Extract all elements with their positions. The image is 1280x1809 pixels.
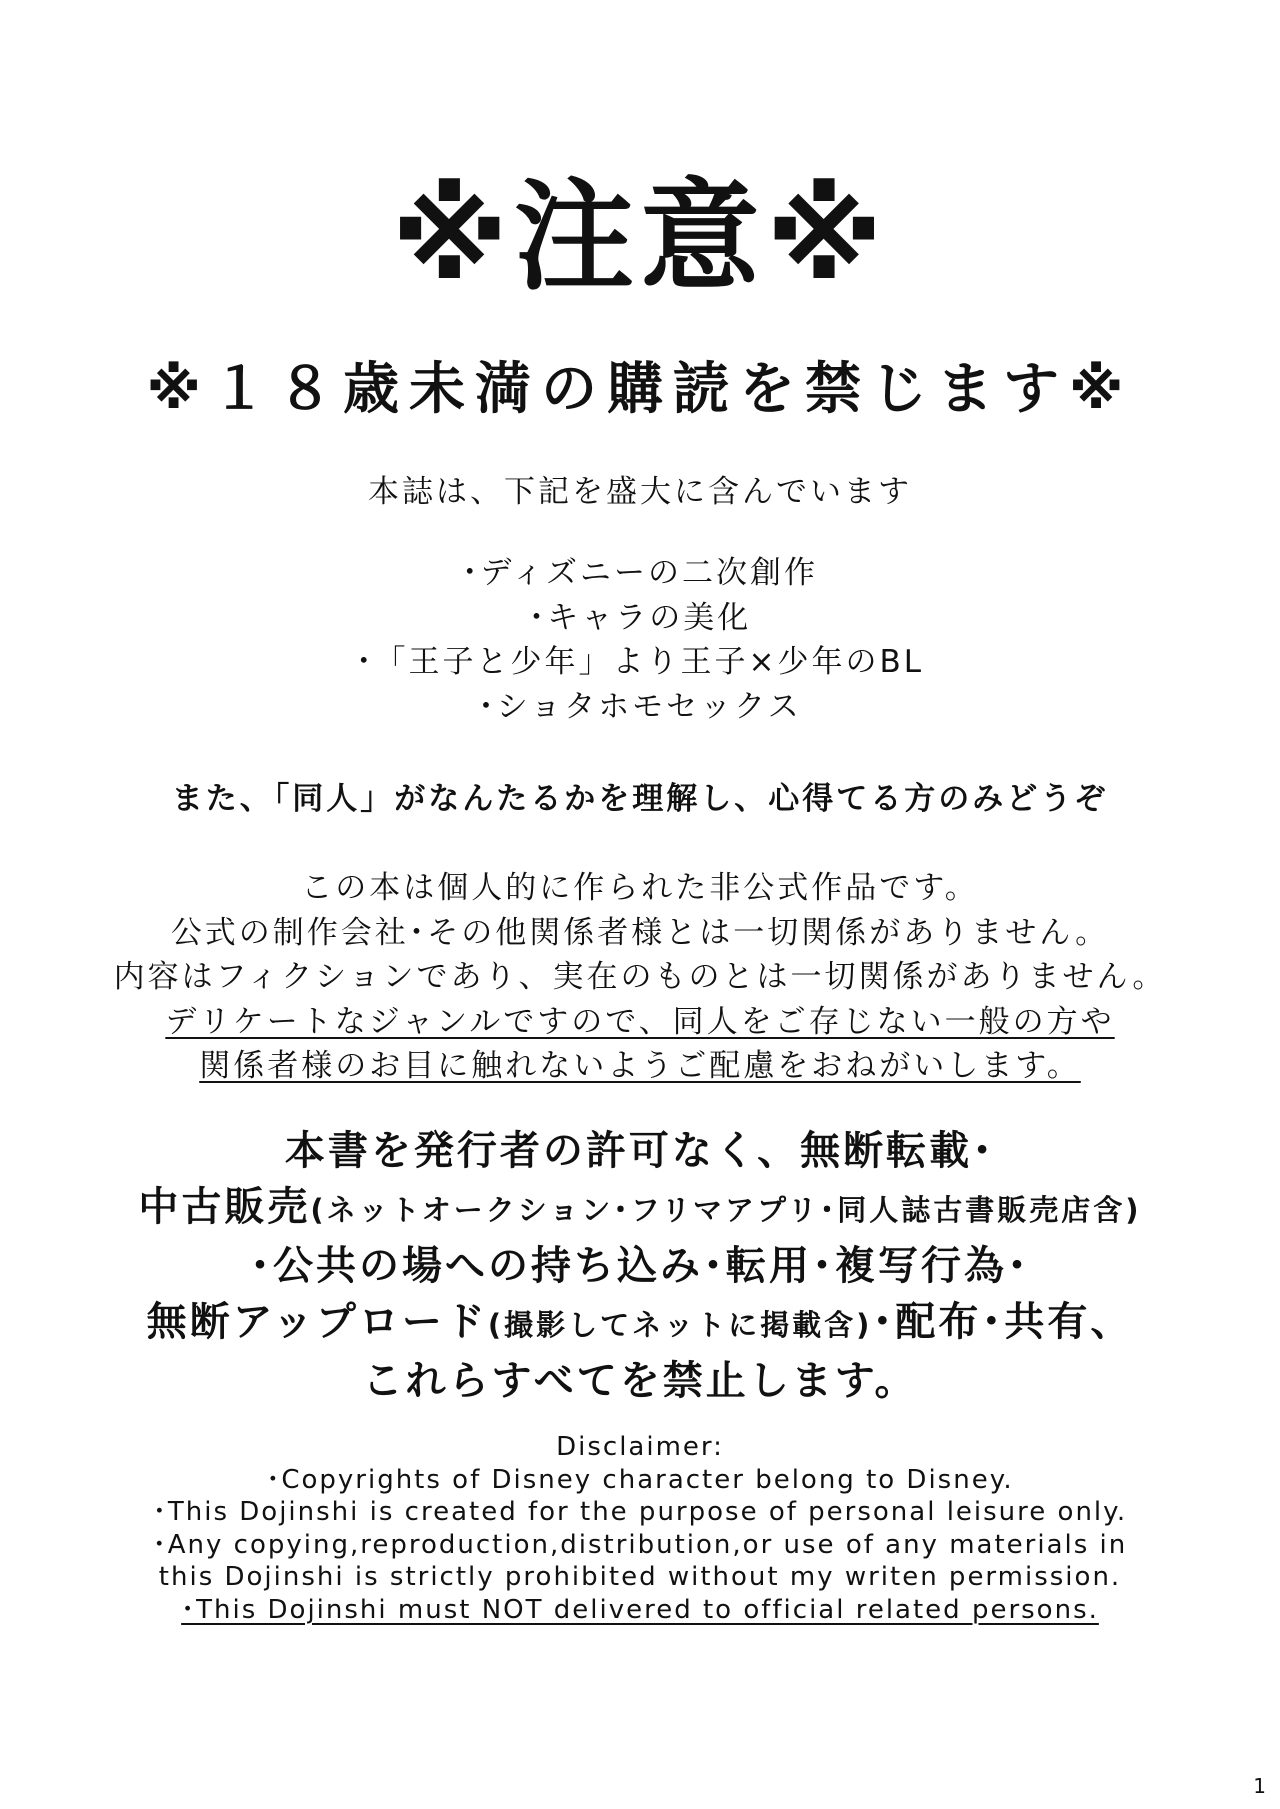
prohibition-line bbox=[0, 1294, 1280, 1353]
english-disclaimer bbox=[0, 1431, 1280, 1626]
disclaimer-line: this Dojinshi is strictly prohibited without my writen permission. bbox=[158, 1562, 1122, 1592]
disclaimer-line: ･Any copying,reproduction,distribution,or use of any materials in bbox=[152, 1529, 1128, 1560]
prohibition-text: ･配布･共有、 bbox=[872, 1299, 1134, 1345]
disclaimer-line: ･This Dojinshi must NOT delivered to official related persons. bbox=[181, 1594, 1099, 1625]
doujin-notice: また、「同人」がなんたるかを理解し、心得てる方のみどうぞ bbox=[171, 781, 1109, 817]
prohibition-note: (ネットオークション･フリマアプリ･同人誌古書販売店含) bbox=[310, 1193, 1142, 1227]
unofficial-line: 公式の制作会社･その他関係者様とは一切関係がありません。 bbox=[170, 914, 1110, 951]
unofficial-line: この本は個人的に作られた非公式作品です。 bbox=[301, 870, 979, 906]
page-title: ※注意※ bbox=[391, 168, 889, 307]
prohibition-notice bbox=[0, 1123, 1280, 1409]
prohibition-text: 中古販売 bbox=[138, 1184, 311, 1230]
prohibition-line: 本書を発行者の許可なく、無断転載･ bbox=[284, 1128, 996, 1174]
consideration-line: デリケートなジャンルですので、同人をご存じない一般の方や bbox=[165, 1003, 1115, 1040]
content-intro: 本誌は、下記を盛大に含んでいます bbox=[368, 474, 912, 510]
content-item: ･「王子と少年」より王子×少年のBL bbox=[355, 644, 924, 680]
unofficial-line: 内容はフィクションであり、実在のものとは一切関係がありません。 bbox=[113, 959, 1167, 995]
content-warning-list bbox=[0, 551, 1280, 729]
unofficial-notice bbox=[0, 866, 1280, 1089]
content-item: ･ディズニーの二次創作 bbox=[461, 555, 819, 591]
prohibition-line: これらすべてを禁止します。 bbox=[362, 1358, 918, 1404]
disclaimer-heading: Disclaimer: bbox=[556, 1432, 724, 1462]
prohibition-note: (撮影してネットに掲載含) bbox=[487, 1308, 873, 1342]
consideration-line: 関係者様のお目に触れないようご配慮をおねがいします。 bbox=[199, 1048, 1081, 1084]
prohibition-line bbox=[0, 1179, 1280, 1238]
content-item: ･キャラの美化 bbox=[528, 599, 752, 636]
disclaimer-line: ･This Dojinshi is created for the purpose of personal leisure only. bbox=[152, 1497, 1128, 1527]
page-number: 1 bbox=[1253, 1774, 1266, 1798]
age-restriction-heading: ※１８歳未満の購読を禁じます※ bbox=[146, 357, 1134, 422]
content-item: ･ショタホモセックス bbox=[478, 688, 802, 725]
prohibition-line: ･公共の場への持ち込み･転用･複写行為･ bbox=[250, 1243, 1030, 1289]
prohibition-text: 無断アップロード bbox=[146, 1299, 488, 1345]
disclaimer-line: ･Copyrights of Disney character belong to Disney. bbox=[266, 1464, 1014, 1495]
